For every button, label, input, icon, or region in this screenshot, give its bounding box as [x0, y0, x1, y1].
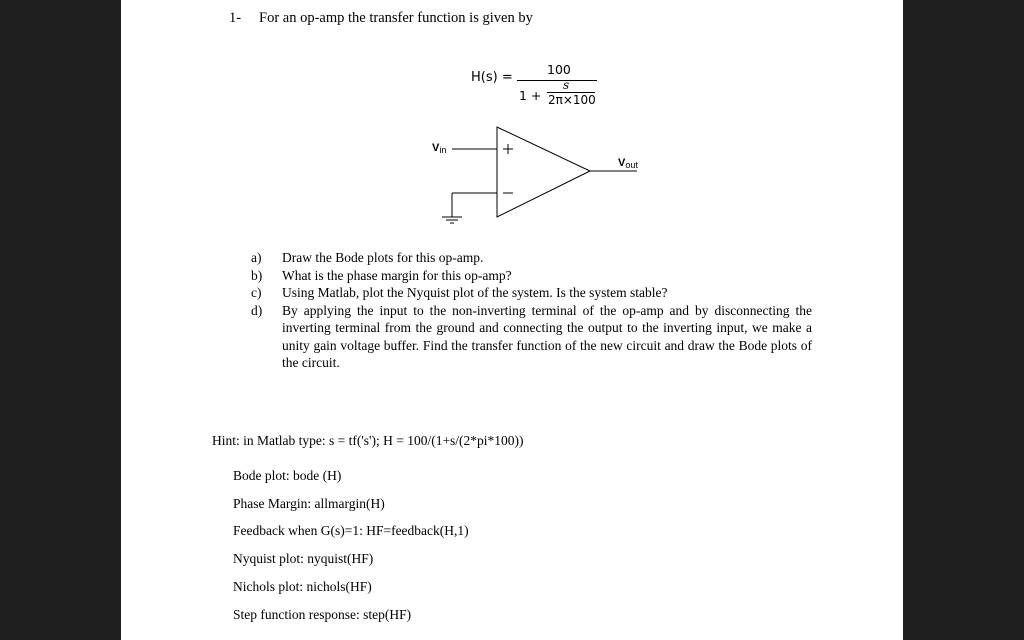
op-amp-circuit-diagram — [421, 120, 661, 230]
hint-line-nyquist: Nyquist plot: nyquist(HF) — [233, 551, 374, 567]
part-text: Using Matlab, plot the Nyquist plot of the system. Is the system stable? — [282, 285, 668, 300]
question-parts — [251, 249, 812, 372]
question-number: 1- — [229, 10, 242, 26]
hint-intro: Hint: in Matlab type: s = tf('s'); H = 100/(1+s/(2*pi*100)) — [212, 433, 524, 448]
equation-denominator-prefix: 1 + — [519, 88, 542, 103]
part-text: By applying the input to the non-inverting terminal of the op-amp and by disconnecting the inverting terminal from the ground and connecting the output to the inverting input, we make a unity gain voltage buffer. Find the transfer function of the new circuit and draw the Bode plots of the circuit. — [282, 302, 812, 370]
transfer-function-equation — [471, 58, 611, 114]
hint-line-phase-margin: Phase Margin: allmargin(H) — [233, 495, 385, 511]
fraction-bar — [517, 80, 597, 81]
equation-inner-denominator: 2π×100 — [548, 93, 596, 107]
part-c — [251, 284, 812, 302]
part-b — [251, 267, 812, 285]
vin-label: $V_{in}$ — [432, 142, 447, 155]
part-label: c) — [251, 285, 262, 300]
op-amp-triangle — [497, 127, 590, 217]
hint-line-feedback: Feedback when G(s)=1: HF=feedback(H,1) — [233, 523, 469, 539]
part-text: Draw the Bode plots for this op-amp. — [282, 250, 484, 265]
question-text: For an op-amp the transfer function is given by — [259, 10, 533, 26]
hint-line-bode: Bode plot: bode (H) — [233, 468, 342, 483]
part-label: d) — [251, 302, 263, 318]
document-page — [121, 0, 903, 640]
equation-lhs: H(s) = — [471, 70, 513, 85]
hint-line-nichols: Nichols plot: nichols(HF) — [233, 578, 372, 594]
hint-line-step: Step function response: step(HF) — [233, 606, 412, 622]
part-a — [251, 249, 812, 267]
part-label: b) — [251, 267, 263, 283]
part-d — [251, 302, 812, 372]
part-text: What is the phase margin for this op-amp? — [282, 267, 512, 283]
equation-inner-numerator: s — [563, 78, 570, 92]
question-title — [229, 10, 533, 27]
hint-commands — [233, 462, 469, 628]
vout-label: $V_{out}$ — [618, 157, 638, 170]
part-label: a) — [251, 250, 262, 265]
equation-numerator: 100 — [547, 62, 571, 77]
